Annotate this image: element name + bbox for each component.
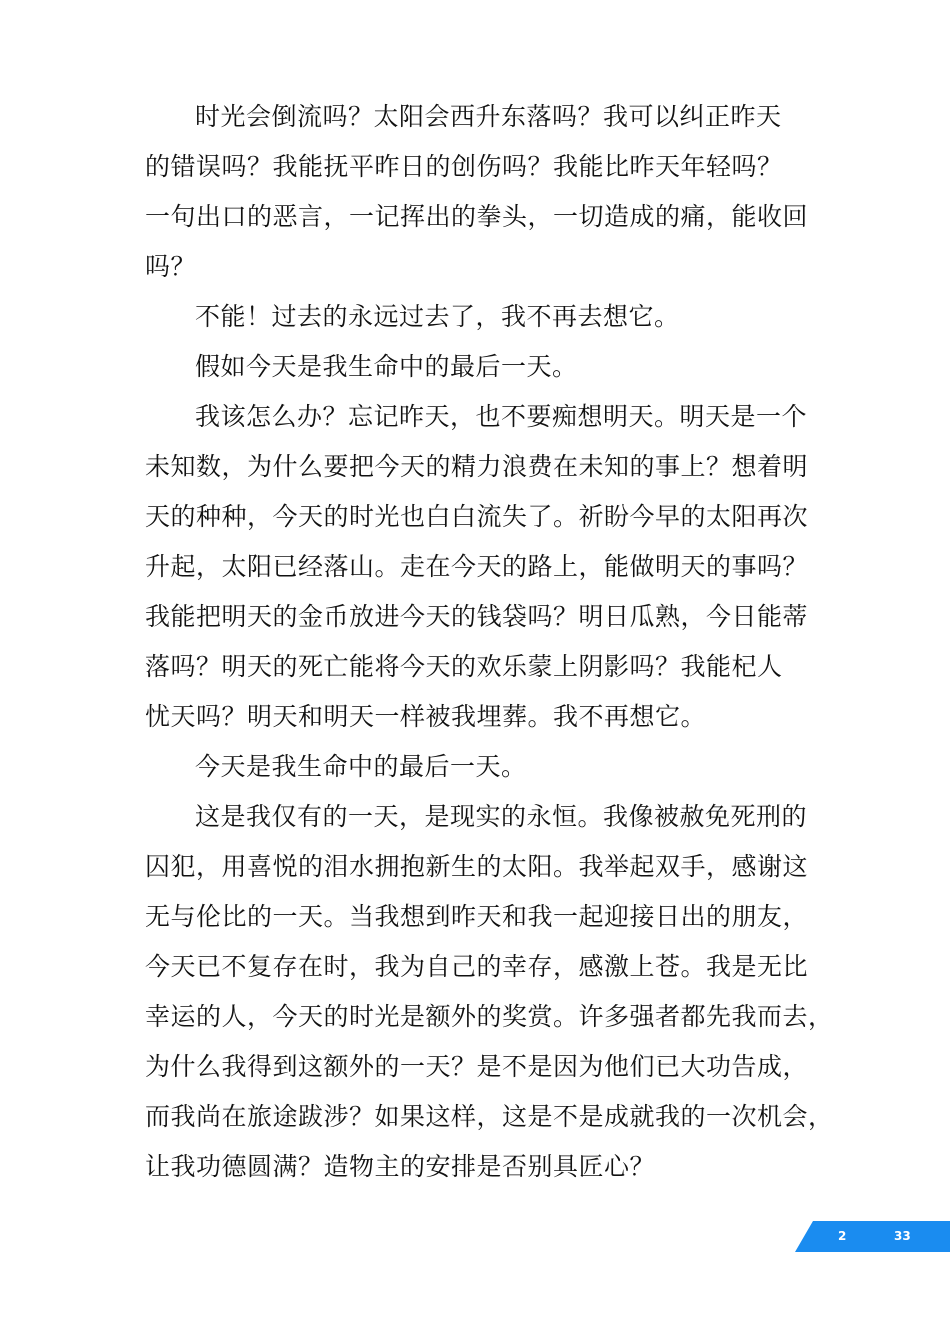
footer-banner-shape: [795, 1221, 950, 1252]
paragraph-line: 未知数，为什么要把今天的精力浪费在未知的事上？想着明: [145, 452, 809, 481]
page-total: 33: [894, 1229, 911, 1243]
paragraph-line: 让我功德圆满？造物主的安排是否别具匠心？: [145, 1152, 656, 1181]
paragraph-line: 一句出口的恶言，一记挥出的拳头，一切造成的痛，能收回: [145, 202, 809, 231]
paragraph-line: 为什么我得到这额外的一天？是不是因为他们已大功告成，: [145, 1052, 809, 1081]
page-number: 2: [838, 1229, 847, 1243]
paragraph-line: 我该怎么办？忘记昨天，也不要痴想明天。明天是一个: [195, 402, 808, 431]
paragraph-line: 假如今天是我生命中的最后一天。: [195, 352, 578, 381]
paragraph-line: 天的种种，今天的时光也白白流失了。祈盼今早的太阳再次: [145, 502, 809, 531]
paragraph-line: 忧天吗？明天和明天一样被我埋葬。我不再想它。: [145, 702, 707, 731]
paragraph-line: 无与伦比的一天。当我想到昨天和我一起迎接日出的朋友，: [145, 902, 809, 931]
paragraph-line: 今天已不复存在时，我为自己的幸存，感激上苍。我是无比: [145, 952, 809, 981]
paragraph-line: 升起，太阳已经落山。走在今天的路上，能做明天的事吗？: [145, 552, 809, 581]
paragraph-line: 吗？: [145, 252, 197, 281]
paragraph-line: 的错误吗？我能抚平昨日的创伤吗？我能比昨天年轻吗？: [145, 152, 783, 181]
paragraph-line: 落吗？明天的死亡能将今天的欢乐蒙上阴影吗？我能杞人: [145, 652, 783, 681]
paragraph-line: 囚犯，用喜悦的泪水拥抱新生的太阳。我举起双手，感谢这: [145, 852, 809, 881]
page-footer: [795, 1221, 950, 1252]
paragraph-line: 今天是我生命中的最后一天。: [195, 752, 527, 781]
paragraph-line: 而我尚在旅途跋涉？如果这样，这是不是成就我的一次机会，: [145, 1102, 834, 1131]
paragraph-line: 我能把明天的金币放进今天的钱袋吗？明日瓜熟，今日能蒂: [145, 602, 809, 631]
paragraph-line: 时光会倒流吗？太阳会西升东落吗？我可以纠正昨天: [195, 102, 782, 131]
paragraph-line: 幸运的人，今天的时光是额外的奖赏。许多强者都先我而去，: [145, 1002, 834, 1031]
paragraph-line: 这是我仅有的一天，是现实的永恒。我像被赦免死刑的: [195, 802, 808, 831]
paragraph-line: 不能！过去的永远过去了，我不再去想它。: [195, 302, 680, 331]
